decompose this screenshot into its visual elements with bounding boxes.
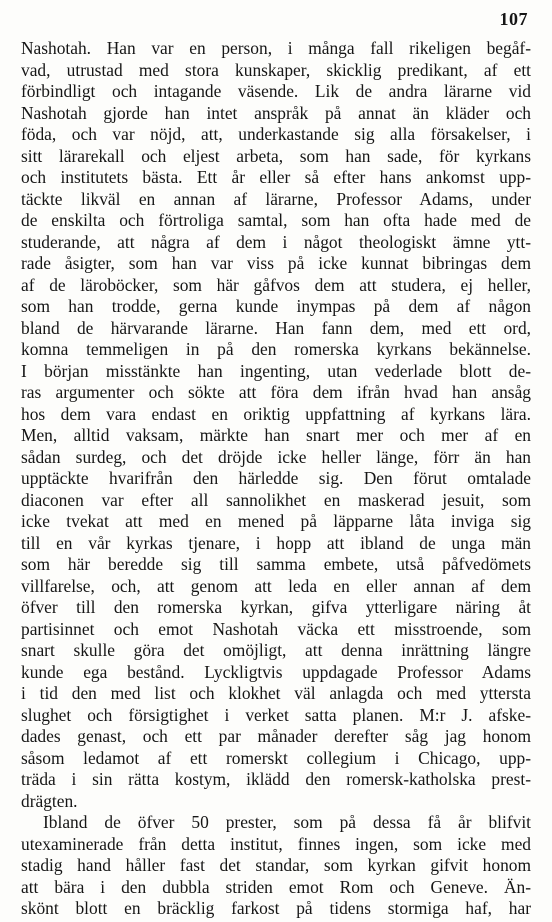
text-line: Men, alltid vaksam, märkte han snart mer och mer af en [21, 425, 531, 445]
text-line: sådan surdeg, och det dröjde icke heller länge, förr än han [21, 446, 531, 467]
text-line: af de läroböcker, som här gåfvos dem att studera, ej heller, [21, 274, 531, 295]
text-line: Nashotah gjorde han intet anspråk på annat än kläder och [21, 102, 531, 123]
text-line: sitt lärarekall och eljest arbeta, som han sade, för kyrkans [21, 145, 531, 166]
text-line: täckte likväl en annan af lärarne, Professor Adams, under [21, 188, 531, 209]
text-line: i tid den med list och klokhet väl anlagda och med yttersta [21, 683, 531, 703]
text-line: drägten. [21, 790, 78, 811]
text-line: såsom ledamot af ett romerskt collegium i Chicago, upp- [21, 747, 531, 768]
text-line: skönt blott en bräcklig farkost på tidens stormiga haf, har [21, 898, 531, 918]
text-line: rade åsigter, som han var viss på icke kunnat bibringas dem [21, 253, 531, 273]
page-number: 107 [499, 9, 528, 29]
text-line: till en vår kyrkas tjenare, i hopp att ibland de unga män [21, 532, 531, 553]
text-line: snart skulle göra det omöjligt, att denna inrättning längre [21, 640, 531, 660]
text-line: diaconen var efter all sannolikhet en maskerad jesuit, som [21, 489, 531, 510]
text-line: ras argumenter och sökte att föra dem ifrån hvad han ansåg [21, 382, 531, 402]
text-line: icke tvekat att med en mened på läpparne låta inviga sig [21, 511, 531, 531]
text-line: vad, utrustad med stora kunskaper, skicklig predikant, af ett [21, 59, 531, 80]
text-line: Nashotah. Han var en person, i många fall rikeligen begåf- [21, 38, 531, 58]
text-line: öfver till den romerska kyrkan, gifva ytterligare näring åt [21, 597, 531, 617]
text-line: partisinnet och emot Nashotah väcka ett misstroende, som [21, 618, 531, 639]
paragraph [21, 812, 531, 920]
text-line: att bära i den dubbla striden emot Rom och Geneve. Än- [21, 876, 531, 897]
text-line: dades genast, och ett par månader derefter såg jag honom [21, 726, 531, 746]
text-line: utexaminerade från detta institut, finnes ingen, som icke med [21, 833, 531, 854]
text-line: komna temmeligen in på den romerska kyrkans bekännelse. [21, 339, 531, 359]
text-line: studerande, att några af dem i något theologiskt ämne ytt- [21, 231, 531, 252]
text-line: Ibland de öfver 50 prester, som på dessa få år blifvit [43, 812, 531, 832]
text-line: hos dem vara endast en oriktig uppfattning af kyrkans lära. [21, 403, 531, 424]
text-line: föda, och var nöjd, att, underkastande sig alla försakelser, i [21, 124, 531, 144]
text-line: stadig hand håller fast det standar, som kyrkan gifvit honom [21, 855, 531, 875]
paragraph [21, 38, 531, 812]
text-line: upptäckte hvarifrån den härledde sig. Den förut omtalade [21, 468, 531, 488]
body-text [21, 38, 531, 920]
text-line: förbindligt och intagande väsende. Lik de andra lärarne vid [21, 81, 531, 101]
text-line: som han trodde, gerna kunde inympas på dem af någon [21, 296, 531, 316]
text-line: I början misstänkte han ingenting, utan vederlade blott de- [21, 360, 531, 381]
text-line: slughet och försigtighet i verket satta planen. M:r J. afske- [21, 704, 531, 725]
text-line: kunde ega bestånd. Lyckligtvis uppdagade Professor Adams [21, 661, 531, 682]
text-line: bland de härvarande lärarne. Han fann dem, med ett ord, [21, 317, 531, 338]
text-line: villfarelse, och, att genom att leda en eller annan af dem [21, 575, 531, 596]
text-line: träda i sin rätta kostym, iklädd den romersk-katholska prest- [21, 769, 531, 789]
text-line: de enskilta och förtroliga samtal, som han ofta hade med de [21, 210, 531, 230]
text-line: och institutets bästa. Ett år eller så efter hans ankomst upp- [21, 167, 531, 187]
text-line: som här beredde sig till samma embete, utså påfvedömets [21, 554, 531, 574]
